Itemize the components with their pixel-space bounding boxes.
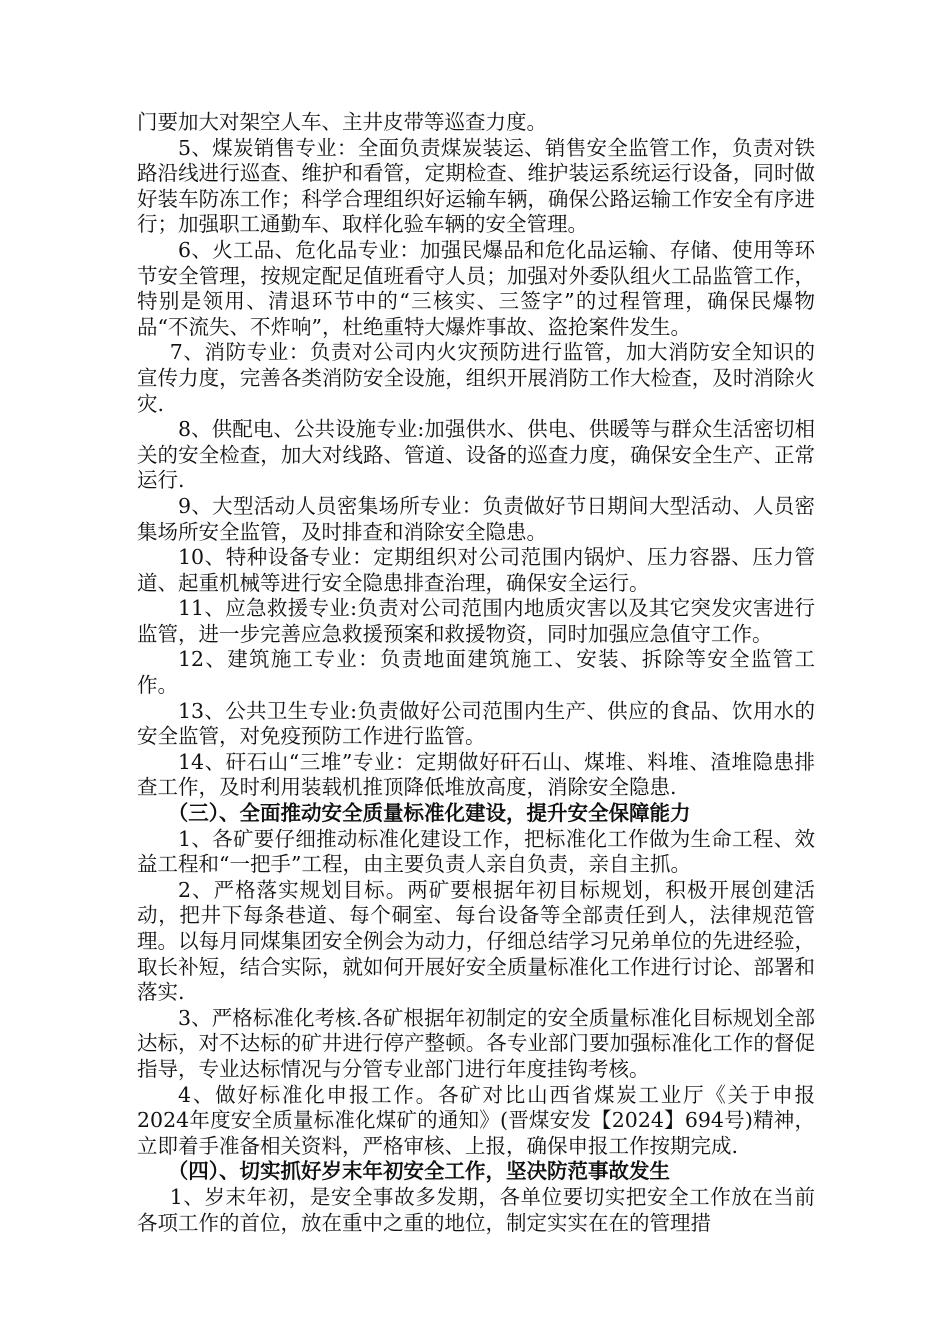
paragraph-public-health: 13、公共卫生专业:负责做好公司范围内生产、供应的食品、饮用水的安全监管，对免疫预防工作进行监管。 bbox=[137, 698, 815, 749]
paragraph-standardization-3: 3、严格标准化考核.各矿根据年初制定的安全质量标准化目标规划全部达标，对不达标的矿井进行停产整顿。各专业部门要加强标准化工作的督促指导，专业达标情况与分管专业部门进行年度挂钩考核。 bbox=[137, 1005, 815, 1081]
paragraph-standardization-1: 1、各矿要仔细推动标准化建设工作，把标准化工作做为生命工程、效益工程和“一把手”工程，由主要负责人亲自负责，亲自主抓。 bbox=[137, 826, 815, 877]
paragraph-continuation: 门要加大对架空人车、主井皮带等巡查力度。 bbox=[137, 110, 547, 134]
paragraph-explosives: 6、火工品、危化品专业：加强民爆品和危化品运输、存储、使用等环节安全管理，按规定配足值班看守人员；加强对外委队组火工品监管工作，特别是领用、清退环节中的“三核实、三签字”的过程管理，确保民爆物品“不流失、不炸响”，杜绝重特大爆炸事故、盗抢案件发生。 bbox=[137, 237, 815, 339]
paragraph-fire-protection: 7、消防专业：负责对公司内火灾预防进行监管，加大消防安全知识的宣传力度，完善各类消防安全设施，组织开展消防工作大检查，及时消除火灾. bbox=[137, 340, 815, 416]
section-heading-4: （四）、切实抓好岁末年初安全工作，坚决防范事故发生 bbox=[167, 1159, 670, 1184]
document-body bbox=[137, 110, 815, 1236]
paragraph-construction: 12、建筑施工专业：负责地面建筑施工、安装、拆除等安全监管工作。 bbox=[137, 647, 815, 698]
paragraph-coal-sales: 5、煤炭销售专业：全面负责煤炭装运、销售安全监管工作，负责对铁路沿线进行巡查、维护和看管，定期检查、维护装运系统运行设备，同时做好装车防冻工作；科学合理组织好运输车辆，确保公路运输工作安全有序进行；加强职工通勤车、取样化验车辆的安全管理。 bbox=[137, 135, 815, 237]
paragraph-standardization-2: 2、严格落实规划目标。两矿要根据年初目标规划，积极开展创建活动，把井下每条巷道、每个硐室、每台设备等全部责任到人，法律规范管理。以每月同煤集团安全例会为动力，仔细总结学习兄弟单位的先进经验，取长补短，结合实际，就如何开展好安全质量标准化工作进行讨论、部署和落实. bbox=[137, 877, 815, 1005]
paragraph-gangue-piles: 14、矸石山“三堆”专业：定期做好矸石山、煤堆、料堆、渣堆隐患排查工作，及时利用装载机推顶降低堆放高度，消除安全隐患. bbox=[137, 749, 815, 800]
paragraph-crowded-places: 9、大型活动人员密集场所专业：负责做好节日期间大型活动、人员密集场所安全监管，及时排查和消除安全隐患。 bbox=[137, 493, 815, 544]
paragraph-special-equipment: 10、特种设备专业：定期组织对公司范围内锅炉、压力容器、压力管道、起重机械等进行安全隐患排查治理，确保安全运行。 bbox=[137, 545, 815, 595]
paragraph-year-end-1: 1、岁末年初，是安全事故多发期，各单位要切实把安全工作放在当前各项工作的首位，放在重中之重的地位，制定实实在在的管理措 bbox=[137, 1184, 815, 1235]
paragraph-power-supply: 8、供配电、公共设施专业:加强供水、供电、供暖等与群众生活密切相关的安全检查，加大对线路、管道、设备的巡查力度，确保安全生产、正常运行. bbox=[137, 417, 815, 493]
section-heading-3: （三）、全面推动安全质量标准化建设，提升安全保障能力 bbox=[167, 801, 691, 826]
paragraph-standardization-4: 4、做好标准化申报工作。各矿对比山西省煤炭工业厅《关于申报2024年度安全质量标准化煤矿的通知》(晋煤安发【2024】694号)精神，立即着手准备相关资料，严格审核、上报，确保申报工作按期完成. bbox=[137, 1082, 815, 1158]
paragraph-emergency-rescue: 11、应急救援专业:负责对公司范围内地质灾害以及其它突发灾害进行监管，进一步完善应急救援预案和救援物资，同时加强应急值守工作。 bbox=[137, 596, 815, 646]
